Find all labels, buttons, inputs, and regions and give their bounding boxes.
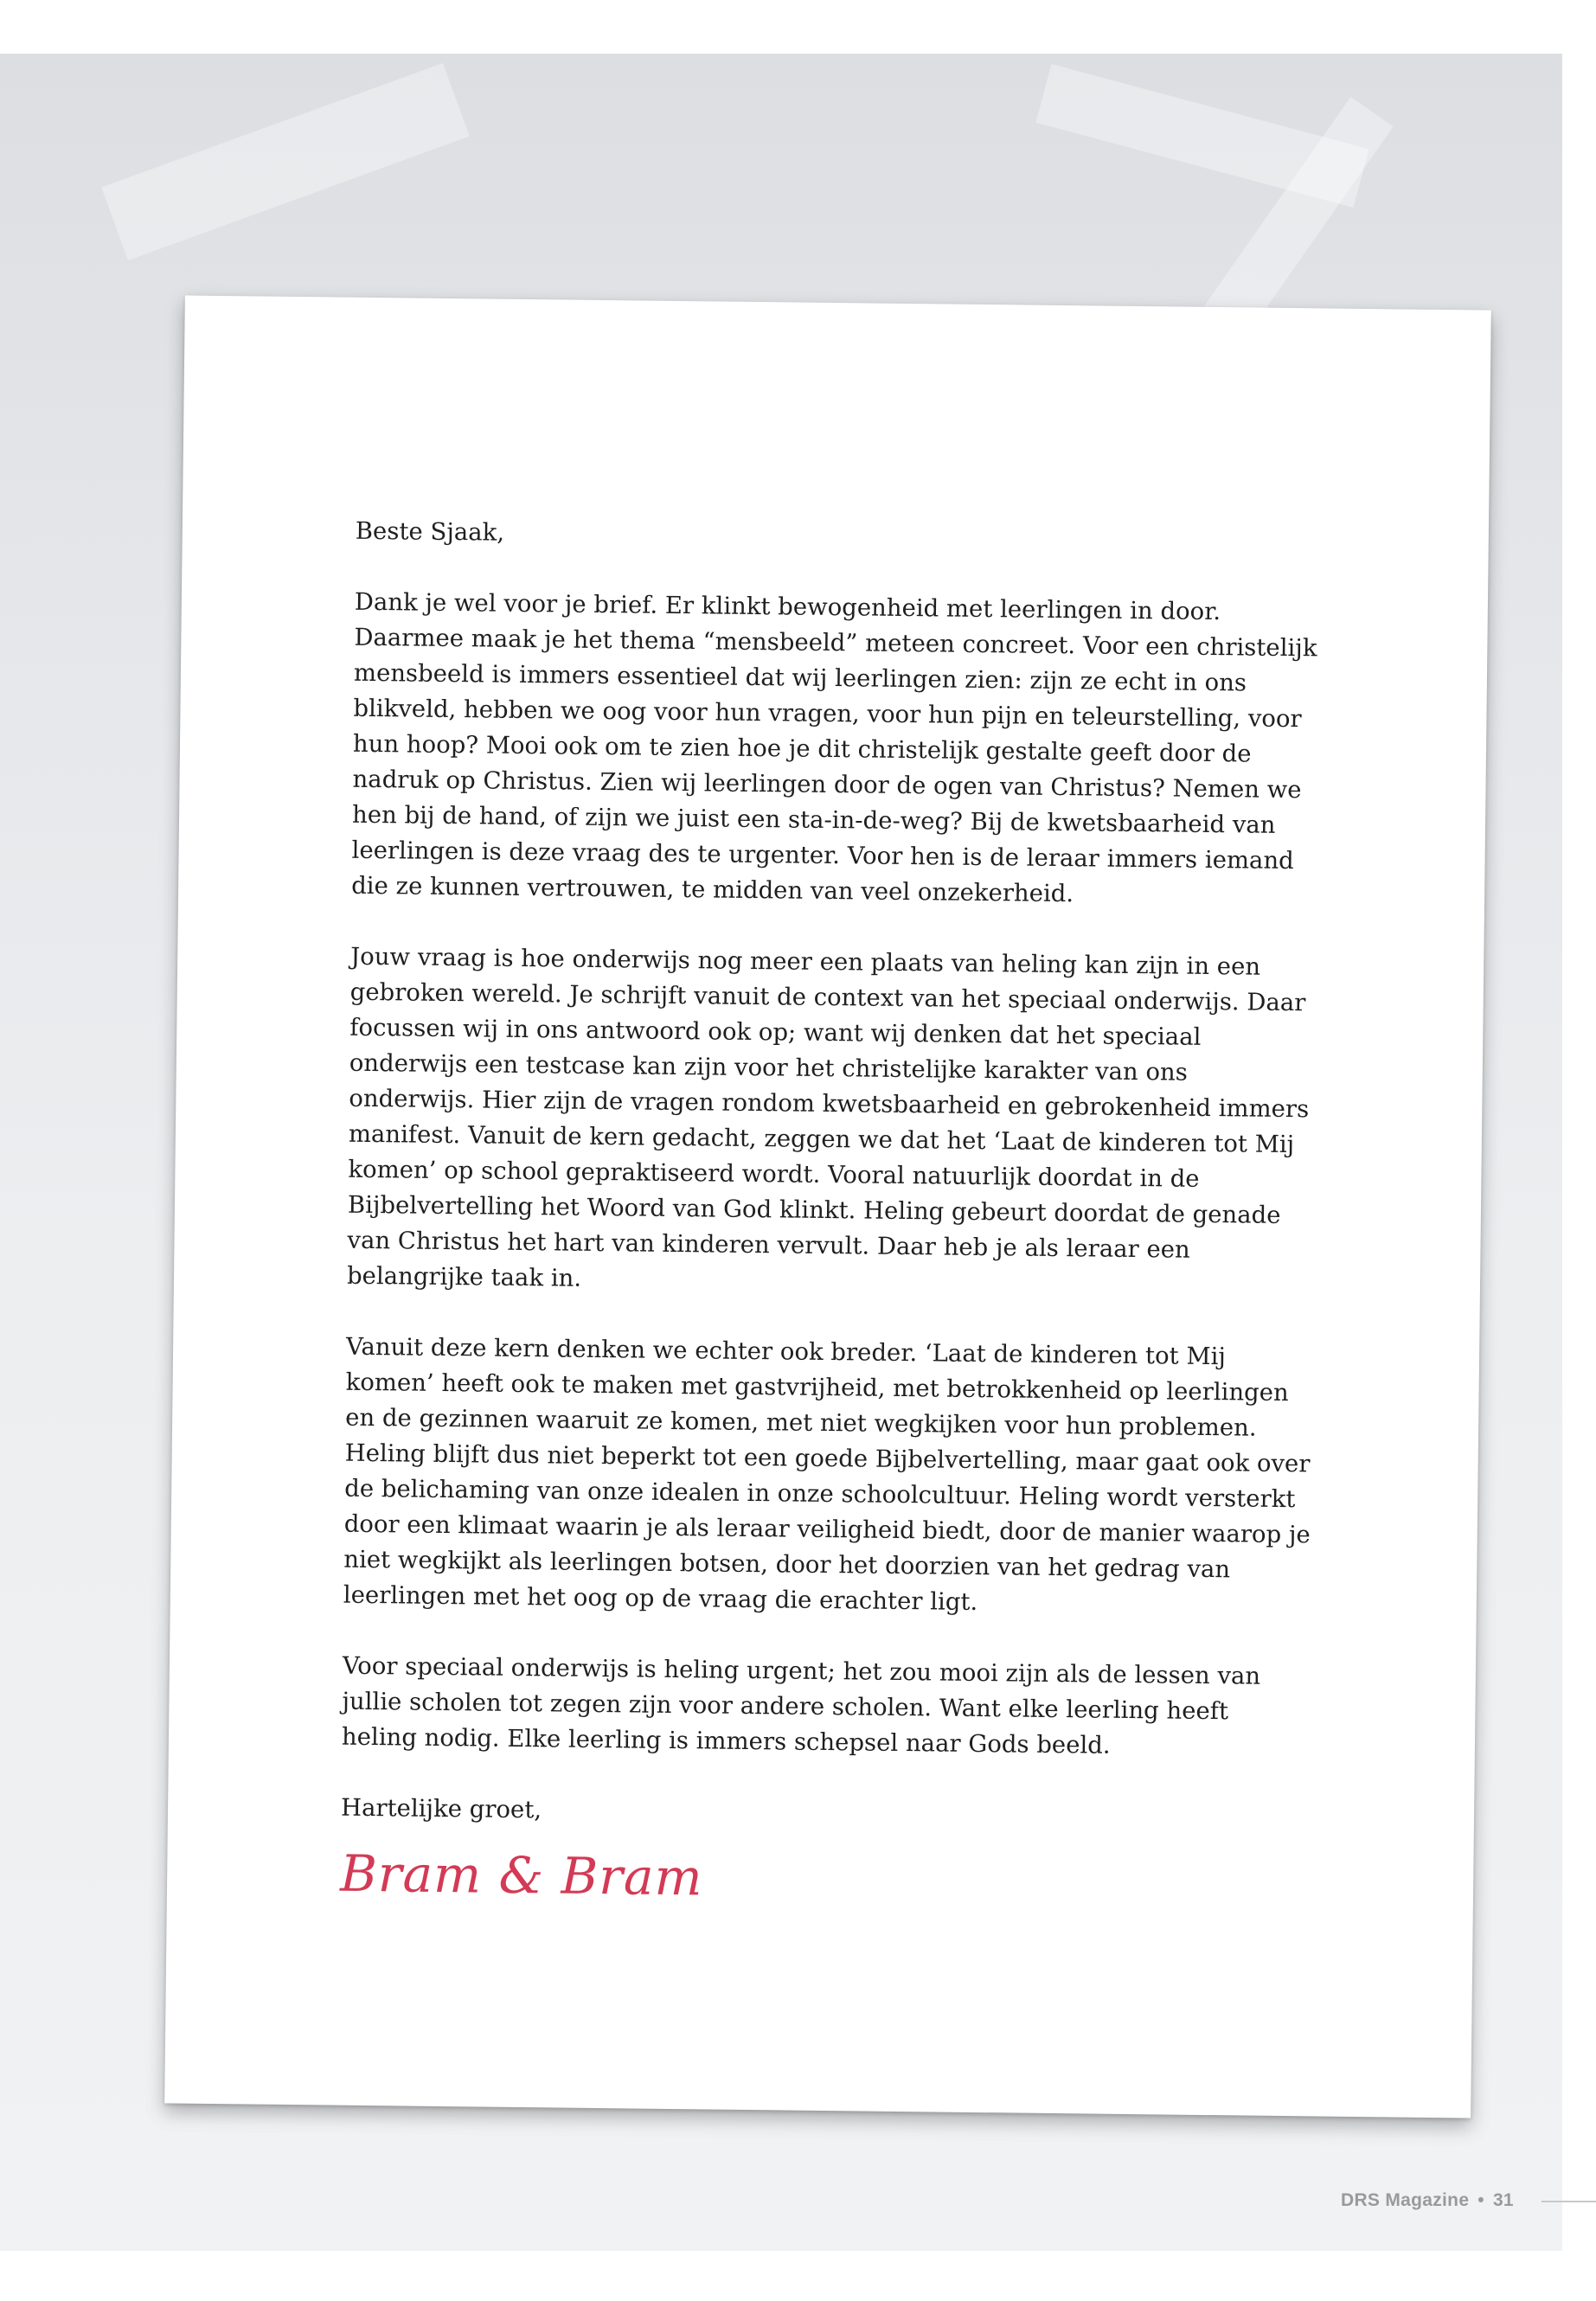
letter-paragraph: Voor speciaal onderwijs is heling urgent; het zou mooi zijn als de lessen van jullie scholen tot zegen zijn voor andere scholen. Want elke leerling heeft heling nodig. Elke leerling is immers schepsel naar Gods beeld.: [341, 1651, 1261, 1759]
letter-closing: Hartelijke groet,: [340, 1793, 542, 1824]
page-number: 31: [1492, 2190, 1514, 2210]
magazine-name: DRS Magazine: [1341, 2190, 1470, 2210]
signature: Bram & Bram: [339, 1843, 703, 1907]
letter-greeting: Beste Sjaak,: [355, 516, 505, 547]
footer-separator: •: [1477, 2190, 1484, 2210]
letter-paragraph: Vanuit deze kern denken we echter ook breder. ‘Laat de kinderen tot Mij komen’ heeft ook te maken met gastvrijheid, met betrokkenheid op leerlingen en de gezinnen waaruit ze komen, met niet wegkijken voor hun problemen. Heling blijft dus niet beperkt tot een goede Bijbelvertelling, maar gaat ook over de belichaming van onze idealen in onze schoolcultuur. Heling wordt versterkt door een klimaat waarin je als leraar veiligheid biedt, door de manier waarop je niet wegkijkt als leerlingen botsen, door het doorzien van het gedrag van leerlingen met het oog op de vraag die erachter ligt.: [343, 1332, 1311, 1616]
letter-paragraph: Jouw vraag is hoe onderwijs nog meer een plaats van heling kan zijn in een gebroken wereld. Je schrijft vanuit de context van het speciaal onderwijs. Daar focussen wij in ons antwoord ook op; want wij denken dat het speciaal onderwijs een testcase kan zijn voor het christelijke karakter van ons onderwijs. Hier zijn de vragen rondom kwetsbaarheid en gebrokenheid immers manifest. Vanuit de kern gedacht, zeggen we dat het ‘Laat de kinderen tot Mij komen’ op school gepraktiseerd wordt. Vooral natuurlijk doordat in de Bijbelvertelling het Woord van God klinkt. Heling gebeurt doordat de genade van Christus het hart van kinderen vervult. Daar heb je als leraar een belangrijke taak in.: [346, 942, 1310, 1292]
page-footer: [1341, 2190, 1514, 2211]
background-smudge: [101, 63, 469, 260]
letter-body: [340, 514, 1324, 1915]
footer-rule: [1542, 2201, 1596, 2202]
letter-paragraph: Dank je wel voor je brief. Er klinkt bewogenheid met leerlingen in door. Daarmee maak je het thema “mensbeeld” meteen concreet. Voor een christelijk mensbeeld is immers essentieel dat wij leerlingen zien: zijn ze echt in ons blikveld, hebben we oog voor hun vragen, voor hun pijn en teleurstelling, voor hun hoop? Mooi ook om te zien hoe je dit christelijk gestalte geeft door de nadruk op Christus. Zien wij leerlingen door de ogen van Christus? Nemen we hen bij de hand, of zijn we juist een sta-in-de-weg? Bij de kwetsbaarheid van leerlingen is deze vraag des te urgenter. Voor hen is de leraar immers iemand die ze kunnen vertrouwen, te midden van veel onzekerheid.: [350, 587, 1317, 908]
letter-sheet: [164, 296, 1491, 2118]
